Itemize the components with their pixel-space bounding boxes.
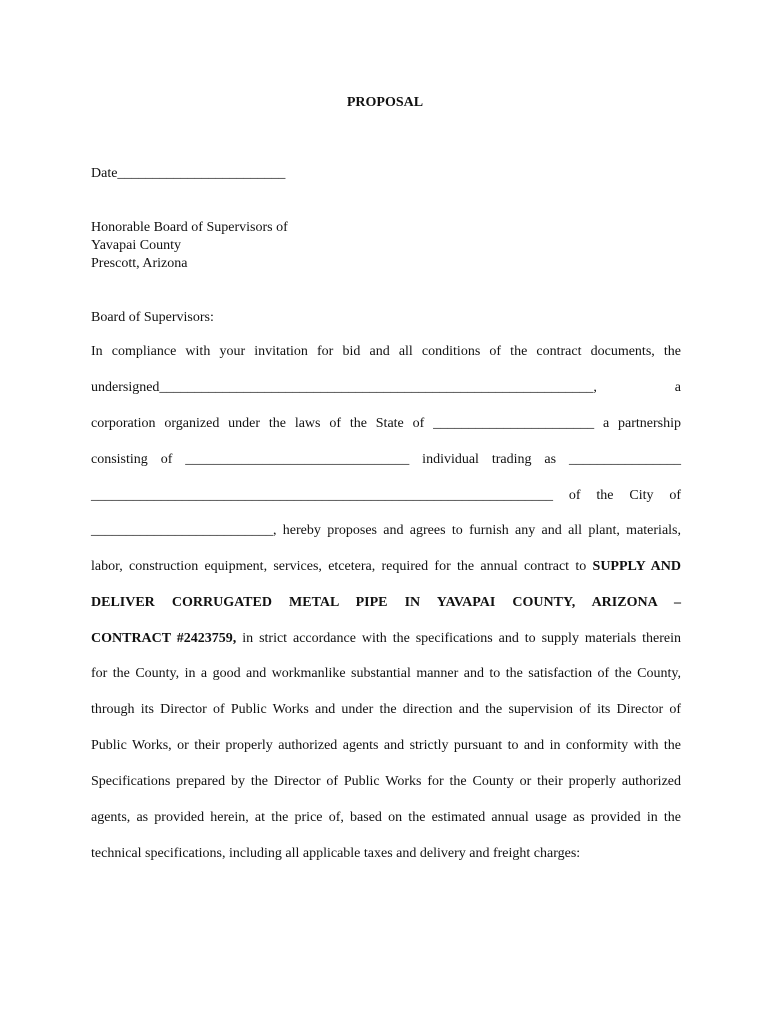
body-line-4: consisting of ________________________________ individual trading as ________________ <box>91 452 681 467</box>
body-line-9 <box>91 630 681 648</box>
body-line-13: Specifications prepared by the Director of Public Works for the County or their properly authorized <box>91 774 681 789</box>
body-line-5: __________________________________________________________________ of the City of <box>91 488 681 503</box>
body-line-6: __________________________, hereby proposes and agrees to furnish any and all plant, materials, <box>91 523 681 538</box>
salutation: Board of Supervisors: <box>91 310 214 325</box>
body-line-9-text: in strict accordance with the specifications and to supply materials therein <box>236 631 681 646</box>
body-line-7-text: labor, construction equipment, services, etcetera, required for the annual contract to <box>91 559 593 574</box>
address-line-1: Honorable Board of Supervisors of <box>91 220 288 235</box>
body-line-15: technical specifications, including all applicable taxes and delivery and freight charges: <box>91 846 581 861</box>
body-line-10: for the County, in a good and workmanlike substantial manner and to the satisfaction of the County, <box>91 666 681 681</box>
body-line-7 <box>91 558 681 576</box>
body-line-2: undersigned______________________________________________________________, a <box>91 380 681 395</box>
address-line-3: Prescott, Arizona <box>91 256 188 271</box>
body-line-12: Public Works, or their properly authorized agents and strictly pursuant to and in conformity with the <box>91 738 681 753</box>
body-line-3: corporation organized under the laws of the State of _______________________ a partnership <box>91 416 681 431</box>
address-line-2: Yavapai County <box>91 238 181 253</box>
contract-title-part-1: SUPPLY AND <box>592 559 682 574</box>
body-line-1: In compliance with your invitation for bid and all conditions of the contract documents, the <box>91 344 681 359</box>
contract-title-part-2: DELIVER CORRUGATED METAL PIPE IN YAVAPAI COUNTY, ARIZONA – <box>91 595 681 610</box>
page-title: PROPOSAL <box>346 95 424 110</box>
body-line-11: through its Director of Public Works and under the direction and the supervision of its Director of <box>91 702 681 717</box>
body-line-14: agents, as provided herein, at the price of, based on the estimated annual usage as provided in the <box>91 810 681 825</box>
date-line: Date________________________ <box>91 166 286 181</box>
contract-number: CONTRACT #2423759, <box>91 631 237 646</box>
